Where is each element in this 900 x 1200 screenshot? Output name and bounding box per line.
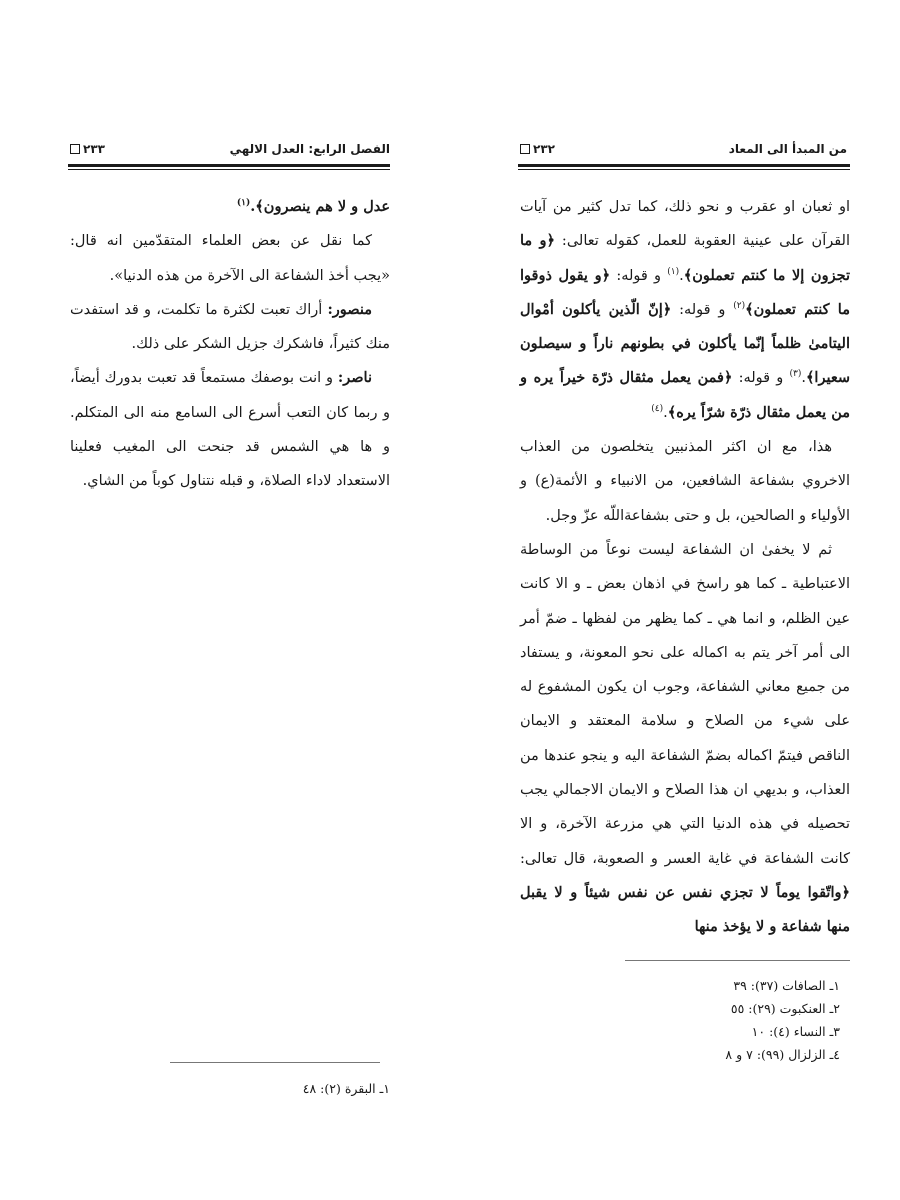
quran-verse: ﴿و يقول ذوقوا ما كنتم تعملون﴾ xyxy=(520,266,850,318)
page-232 xyxy=(450,0,900,1200)
footnote-divider xyxy=(625,960,850,961)
footnote: ١ـ الصافات (٣٧): ٣٩ xyxy=(733,978,840,993)
footnotes xyxy=(70,1077,390,1100)
paragraph: منصور: أراك تعبت لكثرة ما تكلمت، و قد استفدت منك كثيراً، فاشكرك جزيل الشكر على ذلك. xyxy=(70,300,390,353)
footnote-ref: (١) xyxy=(667,266,680,277)
header-rule xyxy=(518,164,850,167)
quran-verse: ﴿واتّقوا يوماً لا تجزي نفس عن نفس شيئاً و لا يقبل منها شفاعة و لا يؤخذ منها xyxy=(520,883,850,936)
running-title: من المبدأ الى المعاد xyxy=(728,142,847,156)
square-ornament-icon xyxy=(520,144,530,154)
footnote-ref: (١) xyxy=(236,198,251,209)
body-text xyxy=(520,190,850,945)
body-text xyxy=(70,190,390,499)
paragraph: هذا، مع ان اكثر المذنبين يتخلصون من العذاب الاخروي بشفاعة الشافعين، من الانبياء و الأئمة(ع) و الأولياء و الصالحين، بل و حتى بشفاعةاللّه عزّ وجل. xyxy=(520,439,850,524)
running-title: الفصل الرابع: العدل الالهي xyxy=(229,142,390,156)
paragraph: او ثعبان او عقرب و نحو ذلك، كما تدل كثير من آيات القرآن على عينية العقوبة للعمل، كقوله تعالى: ﴿و ما تجزون إلا ما كنتم تعملون﴾.$^{(١)}$ و قوله: ﴿و يقول ذوقوا ما كنتم تعملون﴾$^{(٢)}$ و قوله: ﴿إنّ الّذين يأكلون أمْوال اليتامىٰ ظلماً إنّما يأكلون في بطونهم ناراً و سيصلون سعيرا﴾.$^{(٣)}$ و قوله: ﴿فمن يعمل مثقال ذرّة خيراً يره و من يعمل مثقال ذرّة شرّاً يره﴾.$^{(٤)}$ xyxy=(520,199,851,421)
quran-verse: ﴿إنّ الّذين يأكلون أمْوال اليتامىٰ ظلماً إنّما يأكلون في بطونهم ناراً و سيصلون سعيرا﴾ xyxy=(520,300,850,387)
footnote: ٢ـ العنكبوت (٢٩): ٥٥ xyxy=(730,1001,840,1016)
quran-verse: ﴿فمن يعمل مثقال ذرّة خيراً يره و من يعمل مثقال ذرّة شرّاً يره﴾ xyxy=(520,369,850,421)
paragraph: ناصر: و انت بوصفك مستمعاً قد تعبت بدورك أيضاً، و ربما كان التعب أسرع الى السامع منه الى المتكلم. و ها هي الشمس قد جنحت الى المغيب فعلينا الاستعداد لاداء الصلاة، و قبله نتناول كوباً من الشاي. xyxy=(70,369,390,490)
paragraph: عدل و لا هم ينصرون﴾.$^{(١)}$ xyxy=(236,198,390,215)
footnote: ١ـ البقرة (٢): ٤٨ xyxy=(302,1081,390,1096)
page-header xyxy=(70,142,390,156)
footnotes xyxy=(520,974,840,1066)
paragraph: ثم لا يخفىٰ ان الشفاعة ليست نوعاً من الوساطة الاعتباطية ـ كما هو راسخ في اذهان بعض ـ و الا كانت عين الظلم، و انما هي ـ كما يظهر من لفظها ـ ضمّ أمر الى أمر آخر يتم به اكماله على نحو المعونة، و يستفاد من جميع معاني الشفاعة، وجوب ان يكون المشفوع له على شيء من الصلاح و سلامة المعتقد و الايمان الناقص فيتمّ اكماله بضمّ الشفاعة اليه و ينجو عندها من العذاب، و بديهي ان هذا الصلاح و الايمان الاجمالي يجب تحصيله في هذه الدنيا التي هي مزرعة الآخرة، و الا كانت الشفاعة في غاية العسر و الصعوبة، قال تعالى: ﴿واتّقوا يوماً لا تجزي نفس عن نفس شيئاً و لا يقبل منها شفاعة و لا يؤخذ منها xyxy=(520,541,850,936)
footnote-ref: (٣) xyxy=(789,369,802,380)
footnote-ref: (٢) xyxy=(733,301,746,312)
footnote: ٤ـ الزلزال (٩٩): ٧ و ٨ xyxy=(725,1047,840,1062)
paragraph: كما نقل عن بعض العلماء المتقدّمين انه قال: «يجب أخذ الشفاعة الى الآخرة من هذه الدنيا». xyxy=(70,233,390,284)
page-number: ٢٣٢ xyxy=(520,142,555,156)
page-number: ٢٣٣ xyxy=(70,142,105,156)
speaker-name: ناصر: xyxy=(337,369,372,387)
footnote: ٣ـ النساء (٤): ١٠ xyxy=(751,1024,840,1039)
page-header xyxy=(520,142,847,156)
speaker-name: منصور: xyxy=(327,300,372,318)
quran-verse: ﴿و ما تجزون إلا ما كنتم تعملون﴾ xyxy=(520,232,850,284)
footnote-divider xyxy=(170,1062,380,1063)
square-ornament-icon xyxy=(70,144,80,154)
footnote-ref: (٤) xyxy=(651,403,664,414)
header-rule xyxy=(68,164,390,167)
